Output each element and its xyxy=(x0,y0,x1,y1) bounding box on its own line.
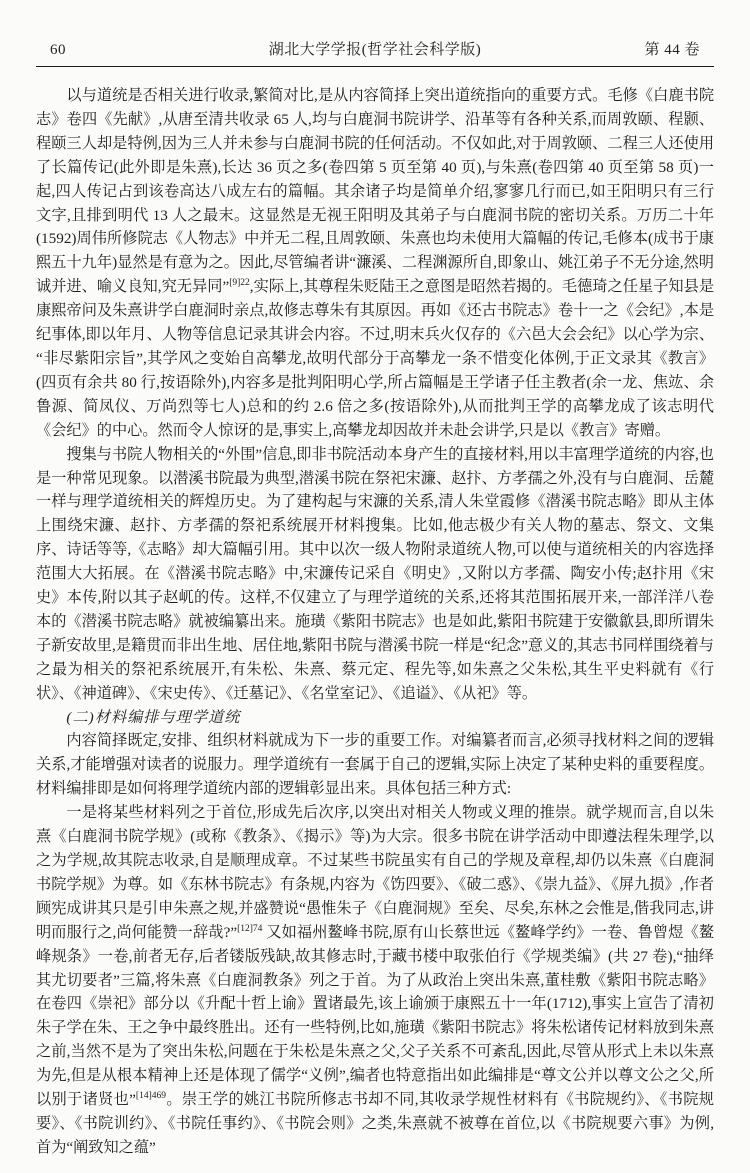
paragraph: 搜集与书院人物相关的“外围”信息,即非书院活动本身产生的直接材料,用以丰富理学道统的内容,也是一种常见现象。以潜溪书院最为典型,潜溪书院在祭祀宋濂、赵抃、方孝孺之外,没有与白鹿洞、岳麓一样与理学道统相关的辉煌历史。为了建构起与宋濂的关系,清人朱堂霞修《潜溪书院志略》即从主体上围绕宋濂、赵抃、方孝孺的祭祀系统展开材料搜集。比如,他志极少有关人物的墓志、祭文、文集序、诗话等等,《志略》却大篇幅引用。其中以次一级人物附录道统人物,可以使与道统相关的内容选择范围大大拓展。在《潜溪书院志略》中,宋濂传记采自《明史》,又附以方孝孺、陶安小传;赵抃用《宋史》本传,附以其子赵屼的传。这样,不仅建立了与理学道统的关系,还将其范围拓展开来,一部洋洋八卷本的《潜溪书院志略》就被编纂出来。施璜《紫阳书院志》也是如此,紫阳书院建于安徽歙县,即所谓朱子新安故里,是籍贯而非出生地、居住地,紫阳书院与潜溪书院一样是“纪念”意义的,其志书同样围绕着与之最为相关的祭祀系统展开,有朱松、朱熹、蔡元定、程先等,如朱熹之父朱松,其生平史料就有《行状》、《神道碑》、《宋史传》、《迁墓记》、《名堂室记》、《追谥》、《从祀》等。 xyxy=(36,445,714,702)
section-heading: (二)材料编排与理学道统 xyxy=(66,708,241,726)
paragraph: 以与道统是否相关进行收录,繁简对比,是从内容简择上突出道统指向的重要方式。毛修《白鹿书院志》卷四《先献》,从唐至清共收录 65 人,均与白鹿洞书院讲学、沿革等有各种关系,而周敦颐、程颢、程颐三人却是特例,因为三人并未参与白鹿洞书院的任何活动。不仅如此,对于周敦颐、二程三人还使用了长篇传记(此外即是朱熹),长达 36 页之多(卷四第 5 页至第 40 页),与朱熹(卷四第 40 页至第 58 页)一起,四人传记占到该卷高达八成左右的篇幅。其余诸子均是简单介绍,寥寥几行而已,如王阳明只有三行文字,且排到明代 13 人之最末。这显然是无视王阳明及其弟子与白鹿洞书院的密切关系。万历二十年(1592)周伟所修院志《人物志》中并无二程,且周敦颐、朱熹也均未使用大篇幅的传记,毛修本(成书于康熙五十九年)显然是有意为之。因此,尽管编者讲“濂溪、二程渊源所自,即象山、姚江弟子不无分途,然明诚并进、喻义良知,究无异同”$^{[9]22}$,实际上,其尊程朱贬陆王之意图是昭然若揭的。毛德琦之任星子知县是康熙帝问及朱熹讲学白鹿洞时亲点,故修志尊朱有其原因。再如《还古书院志》卷十一之《会纪》,本是纪事体,即以年月、人物等信息记录其讲会内容。不过,明末兵火仅存的《六邑大会会纪》以心学为宗、“非尽紫阳宗旨”,其学风之变始自高攀龙,故明代部分于高攀龙一条不惜变化体例,于正文录其《教言》(四页有余共 80 行,按语除外),内容多是批判阳明心学,所占篇幅是王学诸子任主教者(余一龙、焦竑、余鲁源、简凤仪、万尚烈等七人)总和的约 2.6 倍之多(按语除外),从而批判王学的高攀龙成了该志明代《会纪》的中心。然而令人惊讶的是,事实上,高攀龙却因故并未赴会讲学,只是以《教言》寄赠。 xyxy=(36,87,715,439)
article-body xyxy=(36,84,714,1160)
page-header xyxy=(36,38,714,67)
paragraph: 内容简择既定,安排、组织材料就成为下一步的重要工作。对编纂者而言,必须寻找材料之间的逻辑关系,才能增强对读者的说服力。理学道统有一套属于自己的逻辑,实际上决定了某种史料的重要程度。材料编排即是如何将理学道统内部的逻辑彰显出来。具体包括三种方式: xyxy=(36,732,714,798)
journal-title: 湖北大学学报(哲学社会科学版) xyxy=(268,42,482,58)
paragraph: 一是将某些材料列之于首位,形成先后次序,以突出对相关人物或义理的推崇。就学规而言,自以朱熹《白鹿洞书院学规》(或称《教条》、《揭示》等)为大宗。很多书院在讲学活动中即遵法程朱理学,以之为学规,故其院志收录,自是顺理成章。不过某些书院虽实有自己的学规及章程,却仍以朱熹《白鹿洞书院学规》为尊。如《东林书院志》有条规,内容为《饬四要》、《破二惑》、《崇九益》、《屏九损》,作者顾宪成讲其只是引申朱熹之规,并盛赞说“愚惟朱子《白鹿洞规》至矣、尽矣,东林之会惟是,偕我同志,讲明而服行之,尚何能赞一辞哉?”$^{[12]74}$ 又如福州鳌峰书院,原有山长蔡世远《鳌峰学约》一卷、鲁曾煜《鳌峰规条》一卷,前者无存,后者镂版残缺,故其修志时,于藏书楼中取张伯行《学规类编》(共 27 卷),“抽绎其尤切要者”三篇,将朱熹《白鹿洞教条》列之于首。为了从政治上突出朱熹,董桂敷《紫阳书院志略》在卷四《崇祀》部分以《升配十哲上谕》置诸最先,该上谕颁于康熙五十一年(1712),事实上宣告了清初朱子学在朱、王之争中最终胜出。还有一些特例,比如,施璜《紫阳书院志》将朱松诸传记材料放到朱熹之前,当然不是为了突出朱松,问题在于朱松是朱熹之父,父子关系不可紊乱,因此,尽管从形式上未以朱熹为先,但是从根本精神上还是体现了儒学“义例”,编者也特意指出如此编排是“尊文公并以尊文公之父,所以别于诸贤也”$^{[14]469}$。崇王学的姚江书院所修志书却不同,其收录学规性材料有《书院规约》、《书院规要》、《书院训约》、《书院任事约》、《书院会则》之类,朱熹就不被尊在首位,以《书院规要六事》为例,首为“阐致知之蕴” xyxy=(36,804,715,1156)
citation-superscript: [14]469 xyxy=(135,1091,166,1101)
citation-superscript: [12]74 xyxy=(237,923,263,934)
page-number: 60 xyxy=(50,42,66,58)
volume-label: 第 44 卷 xyxy=(644,42,700,58)
citation-superscript: [9]22 xyxy=(229,278,250,289)
